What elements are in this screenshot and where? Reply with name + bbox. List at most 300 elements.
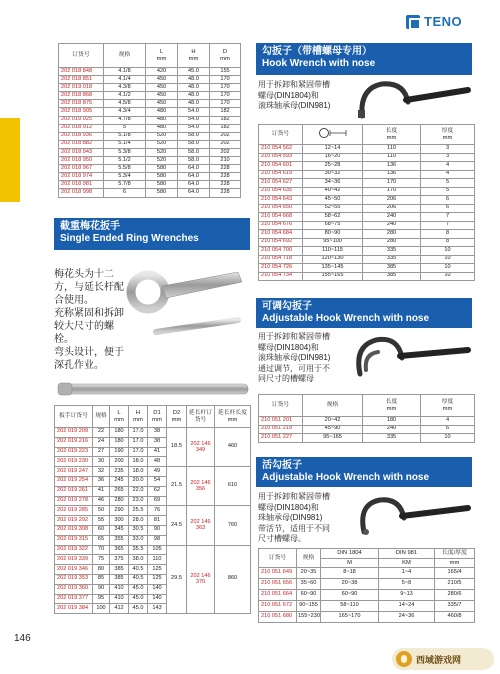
table-cell: 58.0	[178, 140, 210, 148]
table-row	[259, 255, 475, 264]
table-cell: 58.0	[178, 148, 210, 156]
table-row	[259, 153, 475, 162]
col-subheader-m: M	[321, 559, 379, 568]
table-cell: 75	[93, 555, 110, 565]
table-cell: 5.7/8	[104, 181, 146, 189]
table-cell: 64.0	[178, 189, 210, 197]
order-number-cell: 202 018 974	[59, 173, 104, 181]
table-cell: 375	[110, 555, 129, 565]
table-cell: 5.1/2	[104, 157, 146, 165]
table-cell: 60~90	[297, 590, 321, 601]
table-cell: 3	[421, 153, 475, 162]
table-cell: 10	[421, 247, 475, 256]
table-cell: 5.5/8	[104, 165, 146, 173]
table-cell: 460/8	[435, 612, 475, 623]
table-cell: 40~42	[303, 187, 363, 196]
table-cell: 32	[93, 467, 110, 477]
table-cell: 335	[363, 434, 421, 443]
table-cell: 155	[210, 68, 241, 76]
extension-length-cell: 860	[215, 545, 251, 614]
table-row	[59, 165, 241, 173]
table-cell: 8	[421, 238, 475, 247]
table-cell: 70	[93, 545, 110, 555]
adjustable-hook-table	[258, 394, 475, 443]
table-cell: 228	[210, 173, 241, 181]
table-cell: 35~60	[297, 579, 321, 590]
hook-wrench-table	[258, 124, 475, 281]
table-row	[259, 272, 475, 281]
table-cell: 25.5	[129, 506, 148, 516]
extension-length-cell: 760	[215, 506, 251, 545]
table-cell: 10	[421, 272, 475, 281]
d2-cell: 24.5	[167, 506, 187, 545]
order-number-cell: 202 018 875	[59, 100, 104, 108]
table-cell: 110~115	[303, 247, 363, 256]
table-cell: 20~42	[303, 417, 363, 426]
table-cell: 202	[210, 140, 241, 148]
table-row	[259, 204, 475, 213]
table-cell: 38	[148, 428, 167, 438]
col-header-length: 长度 mm	[363, 395, 421, 417]
table-cell: 54.0	[178, 116, 210, 124]
table-cell: 5~8	[379, 579, 435, 590]
table-row	[259, 590, 475, 601]
table-cell: 450	[146, 100, 178, 108]
order-number-cell: 202 018 868	[59, 92, 104, 100]
table-cell: 12~14	[303, 145, 363, 154]
order-number-cell: 202 019 353	[55, 574, 93, 584]
order-number-cell: 210 054 593	[259, 153, 303, 162]
table-row	[59, 92, 241, 100]
table-cell: 280	[363, 238, 421, 247]
order-number-cell: 202 018 950	[59, 157, 104, 165]
table-cell: 48.0	[178, 92, 210, 100]
table-cell: 81	[148, 516, 167, 526]
table-cell: 3	[421, 145, 475, 154]
table-cell: 300	[110, 516, 129, 526]
table-header-row	[55, 406, 251, 428]
col-header-order-no: 订货号	[259, 395, 303, 417]
watermark-logo-icon	[396, 651, 412, 667]
table-row	[59, 181, 241, 189]
extension-order-number-cell: 202 146 370	[187, 545, 215, 614]
table-cell: 202	[210, 132, 241, 140]
table-cell: 5.3/4	[104, 173, 146, 181]
order-number-cell: 202 018 905	[59, 108, 104, 116]
table-cell: 6	[104, 189, 146, 197]
table-cell: 4.3/8	[104, 84, 146, 92]
table-cell: 4.1/4	[104, 76, 146, 84]
adjustable-hook-title-en: Adjustable Hook Wrench with nose	[262, 313, 430, 324]
table-cell: 85	[93, 574, 110, 584]
table-row	[55, 545, 251, 555]
live-hook-description: 用于拆卸和紧固带槽 螺母(DIN1804)和 珠轴承母(DIN981) 带活节，适用于不同 尺寸槽螺母。	[258, 492, 330, 543]
table-cell: 170	[210, 76, 241, 84]
table-cell: 48.0	[178, 84, 210, 92]
table-cell: 450	[146, 84, 178, 92]
order-number-cell: 202 019 254	[55, 476, 93, 486]
col-subheader-mm: mm	[435, 559, 475, 568]
table-header-row	[259, 395, 475, 417]
order-number-cell: 202 019 339	[55, 555, 93, 565]
table-cell: 80	[93, 565, 110, 575]
table-row	[59, 124, 241, 132]
table-cell: 58~110	[321, 601, 379, 612]
table-cell: 7	[421, 221, 475, 230]
ring-wrench-image	[126, 262, 250, 352]
col-header-d2: D2 mm	[167, 406, 187, 428]
table-cell: 10	[421, 434, 475, 443]
table-row	[259, 187, 475, 196]
table-cell: 280	[363, 230, 421, 239]
table-cell: 54.0	[178, 108, 210, 116]
order-number-cell: 210 054 643	[259, 196, 303, 205]
table-cell: 28.0	[129, 516, 148, 526]
col-header-ext-length: 延长杆长度 mm	[215, 406, 251, 428]
table-cell: 18.0	[129, 457, 148, 467]
table-cell: 54.0	[178, 124, 210, 132]
table-cell: 50	[93, 506, 110, 516]
table-row	[259, 612, 475, 623]
extension-order-number-cell: 202 146 363	[187, 506, 215, 545]
table-cell: 140	[148, 584, 167, 594]
table-cell: 24~36	[379, 612, 435, 623]
table-cell: 580	[146, 173, 178, 181]
table-cell: 22	[93, 428, 110, 438]
order-number-cell: 202 019 216	[55, 437, 93, 447]
live-hook-table	[258, 548, 475, 623]
table-header-row	[259, 125, 475, 145]
hook-wrench-title-cn: 勾扳子（带槽螺母专用）	[262, 46, 372, 57]
d2-cell: 18.5	[167, 428, 187, 467]
table-cell: 17.0	[129, 437, 148, 447]
extension-bar-image	[56, 380, 252, 398]
table-cell: 62	[148, 486, 167, 496]
table-row	[259, 579, 475, 590]
table-cell: 4	[421, 417, 475, 426]
table-cell: 6	[421, 196, 475, 205]
table-cell: 25~28	[303, 162, 363, 171]
table-cell: 155~230	[297, 612, 321, 623]
order-number-cell: 202 019 247	[55, 467, 93, 477]
table-row	[259, 417, 475, 426]
table-cell: 335	[363, 247, 421, 256]
order-number-cell: 210 054 562	[259, 145, 303, 154]
table-cell: 170	[363, 187, 421, 196]
table-cell: 135~145	[303, 264, 363, 273]
table-row	[59, 173, 241, 181]
table-cell: 20~35	[297, 568, 321, 579]
col-header-h: H mm	[129, 406, 148, 428]
table-cell: 98	[148, 535, 167, 545]
table-row	[59, 76, 241, 84]
table-cell: 228	[210, 181, 241, 189]
table-cell: 420	[146, 68, 178, 76]
table-cell: 206	[363, 204, 421, 213]
order-number-cell: 210 051 656	[259, 579, 297, 590]
order-number-cell: 202 019 360	[55, 584, 93, 594]
watermark-text: 西域游戏网	[416, 654, 462, 665]
order-number-cell: 202 019 346	[55, 565, 93, 575]
order-number-cell: 210 054 601	[259, 162, 303, 171]
hook-wrench-description: 用于拆卸和紧固带槽 螺母(DIN1804)和 滚珠轴承母(DIN981)	[258, 80, 331, 110]
col-header-d: D mm	[210, 44, 241, 68]
table-cell: 4.1/2	[104, 92, 146, 100]
table-cell: 190	[110, 447, 129, 457]
brand-logo	[406, 14, 462, 29]
col-header-h: H mm	[178, 44, 210, 68]
order-number-cell: 202 019 261	[55, 486, 93, 496]
table-row	[59, 116, 241, 124]
table-row	[59, 148, 241, 156]
table-row	[259, 170, 475, 179]
table-cell: 95	[93, 594, 110, 604]
table-cell: 76	[148, 506, 167, 516]
col-header-order-no: 订货号	[259, 125, 303, 145]
extension-length-cell: 460	[215, 428, 251, 467]
order-number-cell: 202 019 377	[55, 594, 93, 604]
table-cell: 9~13	[379, 590, 435, 601]
table-cell: 24	[93, 437, 110, 447]
table-cell: 240	[363, 425, 421, 434]
table-cell: 68~75	[303, 221, 363, 230]
hook-wrench-image	[356, 76, 472, 122]
table-cell: 125	[148, 565, 167, 575]
table-cell: 410	[110, 584, 129, 594]
col-header-d1: D1 mm	[148, 406, 167, 428]
table-cell: 5	[104, 124, 146, 132]
order-number-cell: 202 019 292	[55, 516, 93, 526]
table-row	[59, 132, 241, 140]
table-cell: 64.0	[178, 173, 210, 181]
table-cell: 520	[146, 132, 178, 140]
table-cell: 182	[210, 108, 241, 116]
table-row	[259, 425, 475, 434]
col-header-spec: 规格	[104, 44, 146, 68]
col-header-l: L mm	[110, 406, 129, 428]
ring-wrench-description: 梅花头为十二 方，与延长杆配 合使用。 充称紧固和拆卸 较大尺寸的螺 栓。 弯头设计，便于 深孔作业。	[54, 269, 124, 371]
table-row	[259, 601, 475, 612]
table-cell: 245	[110, 476, 129, 486]
table-cell: 40.5	[129, 574, 148, 584]
order-number-cell: 210 054 668	[259, 213, 303, 222]
table-cell: 180	[110, 428, 129, 438]
table-cell: 170	[210, 84, 241, 92]
order-number-cell: 210 054 684	[259, 230, 303, 239]
table-cell: 335/7	[435, 601, 475, 612]
live-hook-image	[354, 490, 472, 544]
table-row	[259, 213, 475, 222]
table-cell: 170	[210, 92, 241, 100]
table-cell: 69	[148, 496, 167, 506]
table-cell: 235	[110, 467, 129, 477]
table-row	[259, 196, 475, 205]
table-cell: 228	[210, 165, 241, 173]
table-cell: 120~130	[303, 255, 363, 264]
order-number-cell: 202 018 882	[59, 140, 104, 148]
table-cell: 206	[363, 196, 421, 205]
table-cell: 110	[363, 153, 421, 162]
col-header-l: L mm	[146, 44, 178, 68]
table-cell: 355	[110, 535, 129, 545]
table-row	[55, 428, 251, 438]
table-cell: 30.5	[129, 525, 148, 535]
col-header-order-no: 订货号	[59, 44, 104, 68]
table-cell: 45.0	[129, 594, 148, 604]
table-cell: 200	[110, 457, 129, 467]
table-cell: 64.0	[178, 165, 210, 173]
table-cell: 290	[110, 506, 129, 516]
table-cell: 110	[363, 145, 421, 154]
table-cell: 64.0	[178, 181, 210, 189]
table-cell: 7	[421, 213, 475, 222]
order-number-cell: 210 054 726	[259, 264, 303, 273]
table-cell: 46	[93, 496, 110, 506]
table-cell: 23.0	[129, 496, 148, 506]
table-cell: 27	[93, 447, 110, 457]
table-cell: 480	[146, 108, 178, 116]
table-cell: 34~36	[303, 179, 363, 188]
diameter-icon	[318, 127, 348, 139]
table-cell: 228	[210, 189, 241, 197]
table-cell: 580	[146, 181, 178, 189]
table-cell: 30	[93, 457, 110, 467]
table-cell: 45.0	[129, 604, 148, 614]
col-header-thickness: 厚度 mm	[421, 125, 475, 145]
table-cell: 520	[146, 157, 178, 165]
order-number-cell: 202 019 315	[55, 535, 93, 545]
table-cell: 335	[363, 255, 421, 264]
table-row	[259, 162, 475, 171]
table-cell: 210	[210, 157, 241, 165]
table-cell: 40.5	[129, 565, 148, 575]
order-number-cell: 210 054 676	[259, 221, 303, 230]
extension-order-number-cell: 202 146 349	[187, 428, 215, 467]
order-number-cell: 210 054 692	[259, 238, 303, 247]
table-cell: 210/5	[435, 579, 475, 590]
live-hook-title-cn: 活勾扳子	[262, 460, 302, 471]
hook-wrench-banner	[256, 43, 472, 75]
order-number-cell: 210 054 700	[259, 247, 303, 256]
order-number-cell: 202 019 308	[55, 525, 93, 535]
order-number-cell: 210 051 227	[259, 434, 303, 443]
table-cell: 182	[210, 116, 241, 124]
table-cell: 412	[110, 604, 129, 614]
live-hook-title-en: Adjustable Hook Wrench with nose	[262, 472, 430, 483]
table-cell: 520	[146, 148, 178, 156]
table-cell: 136	[363, 162, 421, 171]
table-cell: 345	[110, 525, 129, 535]
table-row	[259, 238, 475, 247]
table-cell: 8	[421, 230, 475, 239]
table-cell: 4.7/8	[104, 116, 146, 124]
d2-cell: 29.5	[167, 545, 187, 614]
table-cell: 45~90	[303, 425, 363, 434]
adjustable-hook-image	[352, 330, 472, 386]
table-cell: 18.0	[129, 467, 148, 477]
table-cell: 17.0	[129, 447, 148, 457]
col-header-length-thickness: 长度/厚度	[435, 549, 475, 559]
table-cell: 36	[93, 476, 110, 486]
table-cell: 4.1/8	[104, 68, 146, 76]
table-cell: 385	[363, 272, 421, 281]
site-watermark	[392, 648, 494, 670]
table-row	[259, 179, 475, 188]
table-cell: 136	[363, 170, 421, 179]
table-cell: 240	[363, 213, 421, 222]
order-number-cell: 210 051 649	[259, 568, 297, 579]
order-number-cell: 202 019 278	[55, 496, 93, 506]
table-cell: 100	[93, 604, 110, 614]
order-number-cell: 210 054 627	[259, 179, 303, 188]
table-cell: 155~165	[303, 272, 363, 281]
table-cell: 143	[148, 604, 167, 614]
ring-wrench-size-table	[58, 43, 241, 198]
table-cell: 4.5/8	[104, 100, 146, 108]
page-number: 146	[14, 633, 31, 644]
table-cell: 6	[421, 204, 475, 213]
table-cell: 90	[148, 525, 167, 535]
table-cell: 5.3/8	[104, 148, 146, 156]
table-cell: 520	[146, 140, 178, 148]
order-number-cell: 202 018 936	[59, 132, 104, 140]
col-header-din1804: DIN 1804	[321, 549, 379, 559]
table-row	[55, 467, 251, 477]
table-cell: 170	[363, 179, 421, 188]
col-header-ext-order-no: 延长杆订货号	[187, 406, 215, 428]
order-number-cell: 202 019 230	[55, 457, 93, 467]
table-row	[59, 68, 241, 76]
table-cell: 5.1/8	[104, 132, 146, 140]
table-cell: 280/6	[435, 590, 475, 601]
order-number-cell: 202 018 998	[59, 189, 104, 197]
order-number-cell: 202 018 848	[59, 68, 104, 76]
ring-wrench-title-en: Single Ended Ring Wrenches	[60, 233, 199, 244]
table-cell: 54	[148, 476, 167, 486]
table-cell: 60~90	[321, 590, 379, 601]
hook-wrench-title-en: Hook Wrench with nose	[262, 58, 376, 69]
table-cell: 480	[146, 124, 178, 132]
table-row	[259, 145, 475, 154]
col-header-order-no: 订货号	[259, 549, 297, 568]
table-cell: 35.5	[129, 545, 148, 555]
extension-order-number-cell: 202 146 356	[187, 467, 215, 506]
table-cell: 5.1/4	[104, 140, 146, 148]
adjustable-hook-banner	[256, 298, 472, 328]
table-cell: 450	[146, 76, 178, 84]
table-cell: 20~38	[321, 579, 379, 590]
order-number-cell: 210 054 650	[259, 204, 303, 213]
table-cell: 280	[110, 496, 129, 506]
order-number-cell: 210 051 680	[259, 612, 297, 623]
table-cell: 58~62	[303, 213, 363, 222]
live-hook-banner	[256, 457, 472, 487]
table-row	[259, 247, 475, 256]
table-cell: 480	[146, 116, 178, 124]
order-number-cell: 202 018 981	[59, 181, 104, 189]
table-cell: 80~90	[303, 230, 363, 239]
col-header-wrench-order-no: 扳手订货号	[55, 406, 93, 428]
table-cell: 385	[110, 574, 129, 584]
order-number-cell: 202 019 322	[55, 545, 93, 555]
table-cell: 105	[148, 545, 167, 555]
order-number-cell: 210 051 219	[259, 425, 303, 434]
table-cell: 49	[148, 467, 167, 477]
table-cell: 5	[421, 187, 475, 196]
table-cell: 22.0	[129, 486, 148, 496]
col-header-length: 长度 mm	[363, 125, 421, 145]
order-number-cell: 210 051 201	[259, 417, 303, 426]
